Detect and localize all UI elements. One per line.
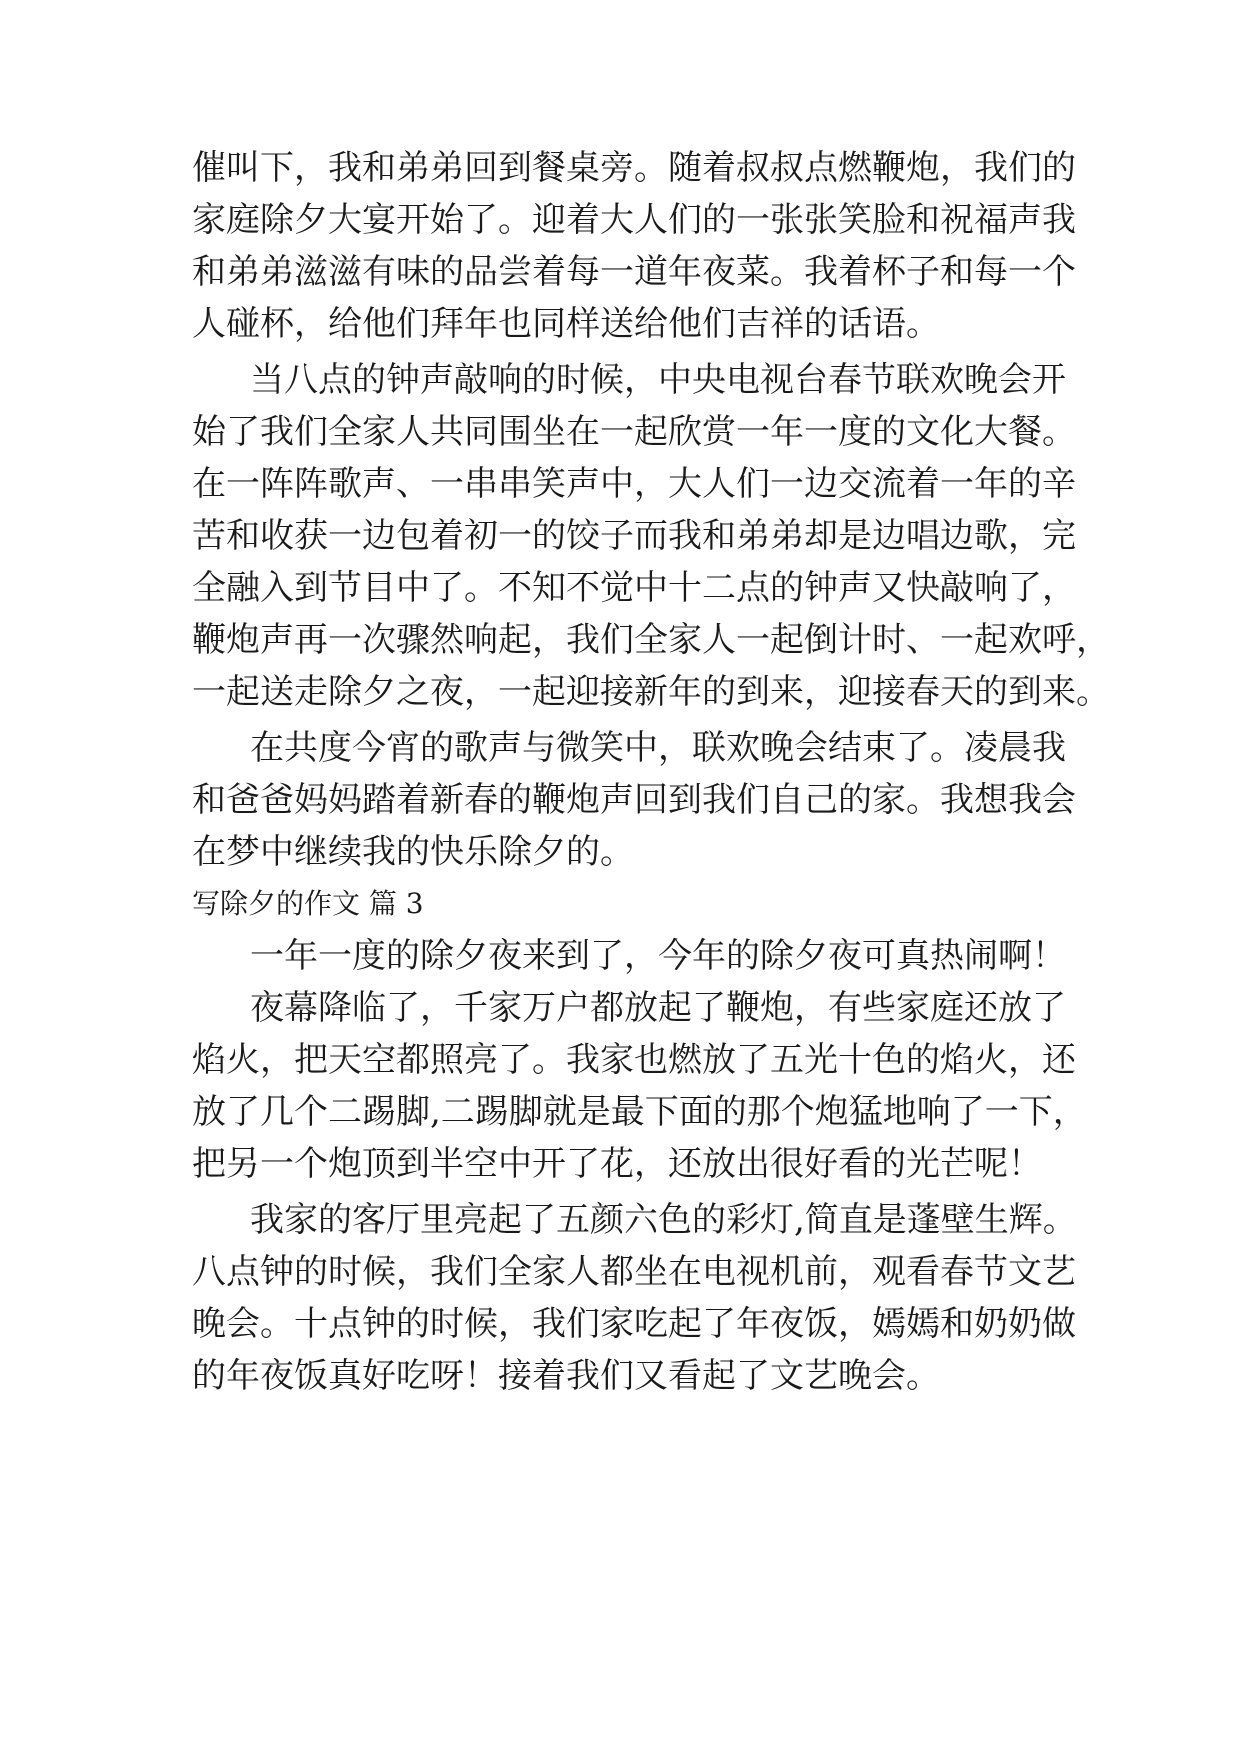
paragraph-line: 在梦中继续我的快乐除夕的。 bbox=[192, 832, 634, 872]
section-heading: 写除夕的作文 篇 3 bbox=[192, 887, 424, 920]
paragraph-line: 和爸爸妈妈踏着新春的鞭炮声回到我们自己的家。我想我会 bbox=[192, 780, 1076, 820]
paragraph-line: 鞭炮声再一次骤然响起，我们全家人一起倒计时、一起欢呼， bbox=[192, 620, 1110, 660]
paragraph-line: 八点钟的时候，我们全家人都坐在电视机前，观看春节文艺 bbox=[192, 1252, 1076, 1292]
paragraph-line: 当八点的钟声敲响的时候，中央电视台春节联欢晚会开 bbox=[250, 360, 1066, 400]
paragraph-line: 人碰杯，给他们拜年也同样送给他们吉祥的话语。 bbox=[192, 304, 940, 344]
paragraph-line: 家庭除夕大宴开始了。迎着大人们的一张张笑脸和祝福声我 bbox=[192, 200, 1076, 240]
paragraph-line: 把另一个炮顶到半空中开了花，还放出很好看的光芒呢！ bbox=[192, 1144, 1042, 1184]
paragraph-line: 始了我们全家人共同围坐在一起欣赏一年一度的文化大餐。 bbox=[192, 412, 1076, 452]
paragraph-line: 夜幕降临了，千家万户都放起了鞭炮，有些家庭还放了 bbox=[250, 988, 1066, 1028]
paragraph-line: 全融入到节目中了。不知不觉中十二点的钟声又快敲响了， bbox=[192, 568, 1076, 608]
paragraph-line: 催叫下，我和弟弟回到餐桌旁。随着叔叔点燃鞭炮，我们的 bbox=[192, 148, 1076, 188]
paragraph-line: 苦和收获一边包着初一的饺子而我和弟弟却是边唱边歌，完 bbox=[192, 516, 1076, 556]
paragraph-line: 放了几个二踢脚,二踢脚就是最下面的那个炮猛地响了一下， bbox=[192, 1092, 1087, 1132]
paragraph-line: 焰火，把天空都照亮了。我家也燃放了五光十色的焰火，还 bbox=[192, 1040, 1076, 1080]
paragraph-line: 一起送走除夕之夜，一起迎接新年的到来，迎接春天的到来。 bbox=[192, 672, 1110, 712]
paragraph-line: 和弟弟滋滋有味的品尝着每一道年夜菜。我着杯子和每一个 bbox=[192, 252, 1076, 292]
paragraph-line: 的年夜饭真好吃呀！接着我们又看起了文艺晚会。 bbox=[192, 1356, 940, 1396]
paragraph-line: 在一阵阵歌声、一串串笑声中，大人们一边交流着一年的辛 bbox=[192, 464, 1076, 504]
paragraph-line: 晚会。十点钟的时候，我们家吃起了年夜饭，嫣嫣和奶奶做 bbox=[192, 1304, 1076, 1344]
paragraph-line: 在共度今宵的歌声与微笑中，联欢晚会结束了。凌晨我 bbox=[250, 728, 1066, 768]
paragraph-line: 一年一度的除夕夜来到了，今年的除夕夜可真热闹啊！ bbox=[250, 936, 1066, 976]
paragraph-line: 我家的客厅里亮起了五颜六色的彩灯,简直是蓬壁生辉。 bbox=[250, 1200, 1077, 1240]
